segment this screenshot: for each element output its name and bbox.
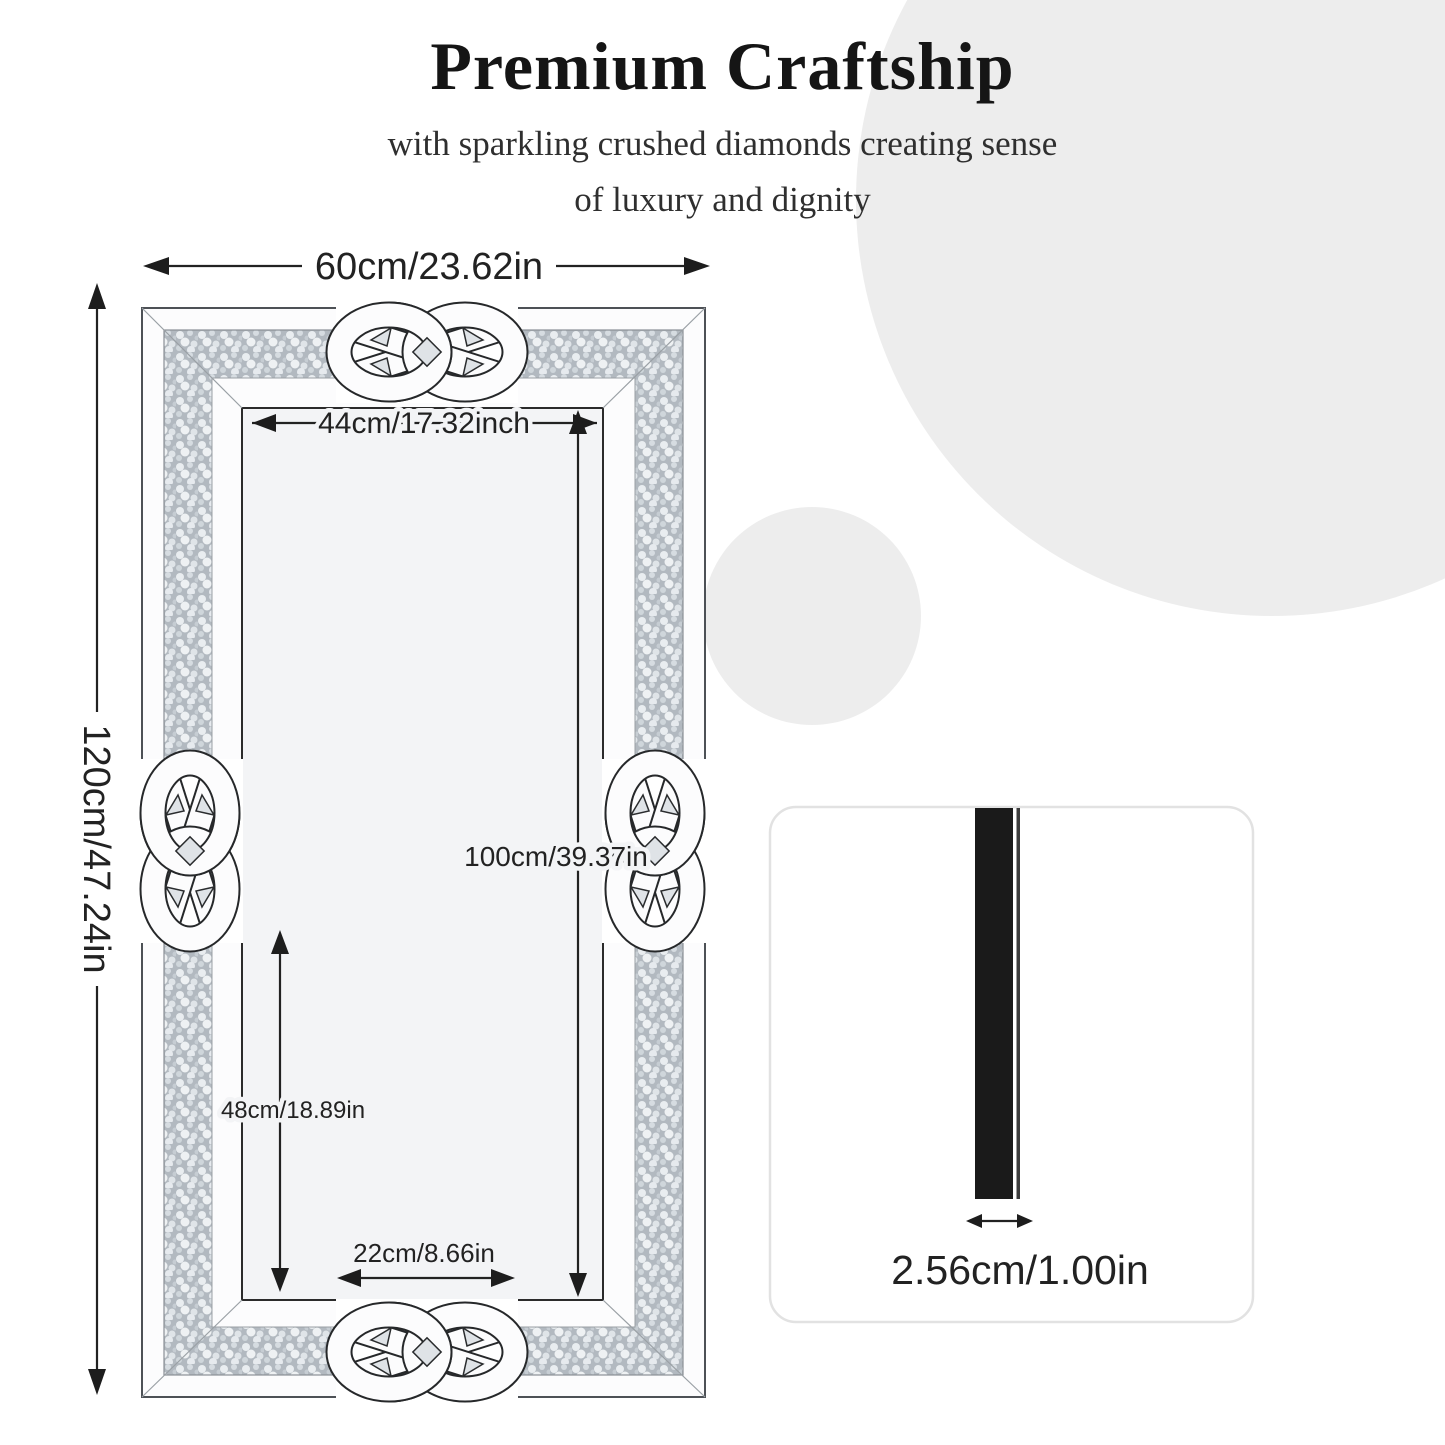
page-title: Premium Craftship [430,28,1015,104]
bg-circle-large [856,0,1445,616]
subtitle-line-2: of luxury and dignity [574,180,871,219]
overall-height-dimension [75,283,117,1395]
bg-circle-small [703,507,921,725]
overall-width-label: 60cm/23.62in [314,246,544,288]
arrow-up-icon [88,283,106,309]
overall-width-dimension [143,246,710,288]
thickness-bar-edge [1017,808,1021,1199]
bottom-width-label: 22cm/8.66in [353,1238,495,1268]
inner-height-label: 100cm/39.37in [464,841,648,872]
arrow-right-icon [684,257,710,275]
thickness-bar [975,808,1013,1199]
overall-height-label: 120cm/47.24in [75,724,117,974]
subtitle-line-1: with sparkling crushed diamonds creating sense [387,124,1058,163]
arrow-left-icon [143,257,169,275]
thickness-label: 2.56cm/1.00in [891,1247,1149,1293]
inner-width-label: 44cm/17.32inch [318,407,530,440]
arrow-down-icon [88,1369,106,1395]
lower-height-label: 48cm/18.89in [220,1097,366,1124]
side-view-panel [770,807,1253,1322]
